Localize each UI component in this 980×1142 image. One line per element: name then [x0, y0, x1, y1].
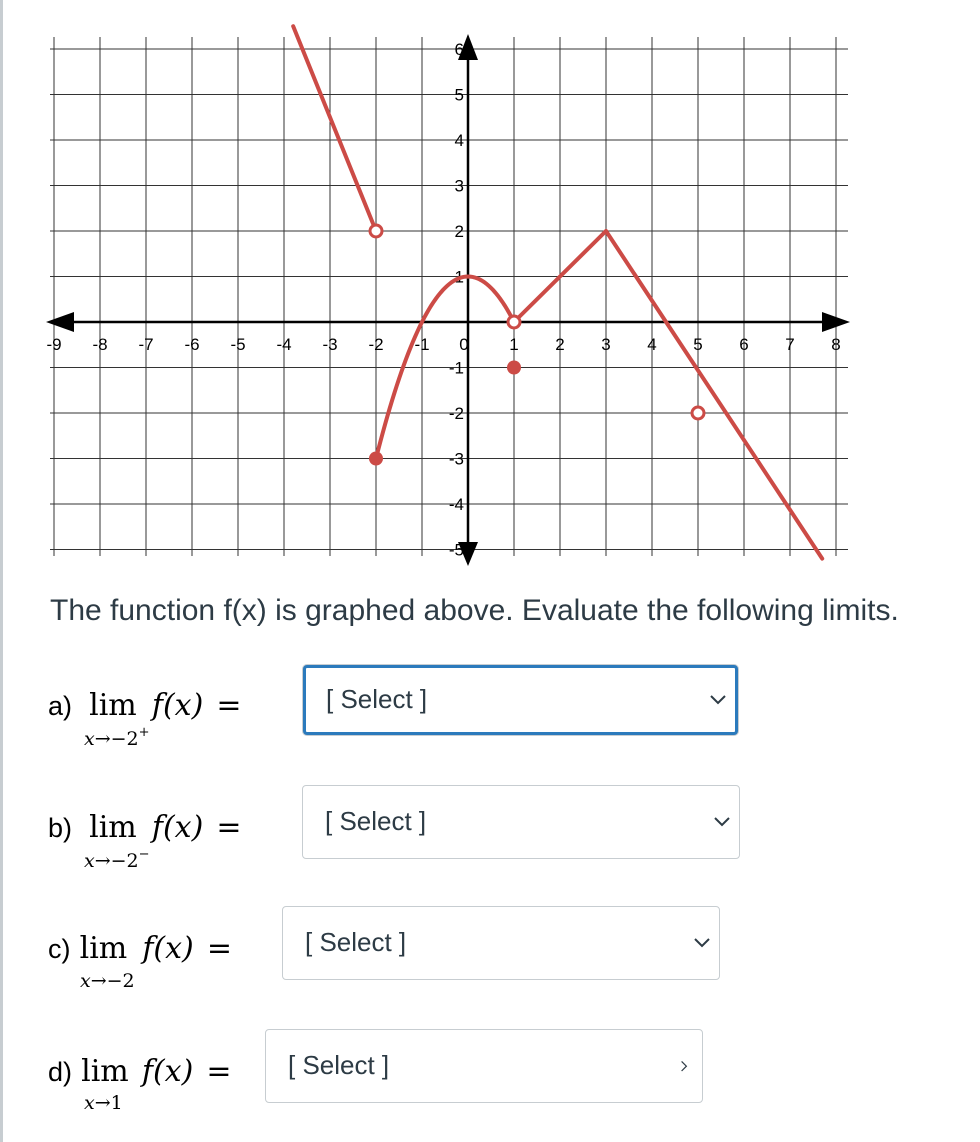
x-tick-label: 0 — [459, 335, 469, 354]
x-tick-label: -5 — [230, 335, 246, 354]
answer-select-a[interactable] — [303, 665, 738, 735]
answer-select-c[interactable] — [282, 906, 720, 980]
equals-sign: = — [206, 931, 232, 966]
x-tick-label: 2 — [555, 335, 565, 354]
x-tick-label: -2 — [368, 335, 384, 354]
function-expression: f(x) — [141, 1054, 194, 1089]
y-tick-label: 1 — [454, 267, 464, 287]
answer-select-b[interactable] — [302, 785, 740, 859]
function-expression: f(x) — [142, 931, 194, 966]
function-expression: f(x) — [151, 810, 204, 845]
equals-sign: = — [206, 1054, 232, 1089]
question-label: d) — [48, 1057, 73, 1087]
x-tick-label: -6 — [184, 335, 200, 354]
x-tick-label: 5 — [693, 335, 703, 354]
y-tick-label: -2 — [448, 404, 464, 423]
prompt-text: The function f(x) is graphed above. Evaluate the following limits. — [50, 594, 899, 627]
limit-subscript: x→1 — [84, 1092, 123, 1114]
equals-sign: = — [216, 810, 242, 845]
x-tick-label: 8 — [831, 335, 841, 354]
limit-subscript: x→−2+ — [84, 725, 150, 750]
closed-point — [369, 452, 383, 466]
y-tick-label: 3 — [454, 176, 464, 196]
y-tick-label: 4 — [454, 131, 464, 150]
x-tick-label: 3 — [601, 335, 611, 354]
y-tick-label: -5 — [448, 540, 464, 560]
x-tick-label: 4 — [647, 335, 657, 354]
x-tick-label: -9 — [46, 335, 62, 354]
function-expression: f(x) — [151, 688, 204, 723]
closed-point — [507, 361, 521, 375]
x-tick-label: 1 — [509, 335, 519, 354]
x-tick-label: -4 — [276, 335, 292, 354]
lim-operator: lim — [79, 931, 128, 966]
x-axis-arrow-left — [46, 312, 74, 332]
select-value: [ Select ] — [288, 1049, 390, 1080]
curve-segment — [293, 26, 376, 231]
lim-operator: lim — [81, 1054, 129, 1089]
select-value: [ Select ] — [326, 683, 428, 714]
x-tick-label: -7 — [138, 335, 154, 354]
x-tick-label: 7 — [785, 335, 795, 354]
x-tick-label: 6 — [739, 335, 749, 354]
x-tick-label: -1 — [414, 335, 430, 354]
limit-subscript: x→−2− — [84, 847, 150, 872]
lim-operator: lim — [89, 688, 137, 723]
x-tick-label: -8 — [92, 335, 108, 354]
limit-subscript: x→−2 — [80, 970, 135, 992]
select-value: [ Select ] — [305, 926, 407, 957]
y-tick-label: -4 — [448, 495, 464, 514]
chevron-down-icon — [709, 694, 727, 706]
open-point — [370, 225, 382, 237]
chevron-down-icon — [693, 937, 711, 949]
y-tick-label: 6 — [454, 40, 464, 59]
chevron-right-icon — [678, 1057, 690, 1075]
y-tick-label: 2 — [454, 222, 464, 241]
y-tick-label: -3 — [448, 449, 464, 469]
question-label: a) — [48, 691, 73, 721]
y-tick-label: -1 — [448, 358, 464, 378]
chevron-down-icon — [713, 816, 731, 828]
question-label: b) — [48, 813, 73, 843]
answer-select-d[interactable] — [265, 1029, 703, 1103]
open-point — [692, 407, 704, 419]
x-tick-label: -3 — [322, 335, 338, 354]
y-tick-label: 5 — [454, 85, 464, 105]
lim-operator: lim — [89, 810, 137, 845]
open-point — [508, 316, 520, 328]
select-value: [ Select ] — [325, 805, 427, 836]
equals-sign: = — [216, 688, 242, 723]
question-label: c) — [48, 934, 71, 964]
